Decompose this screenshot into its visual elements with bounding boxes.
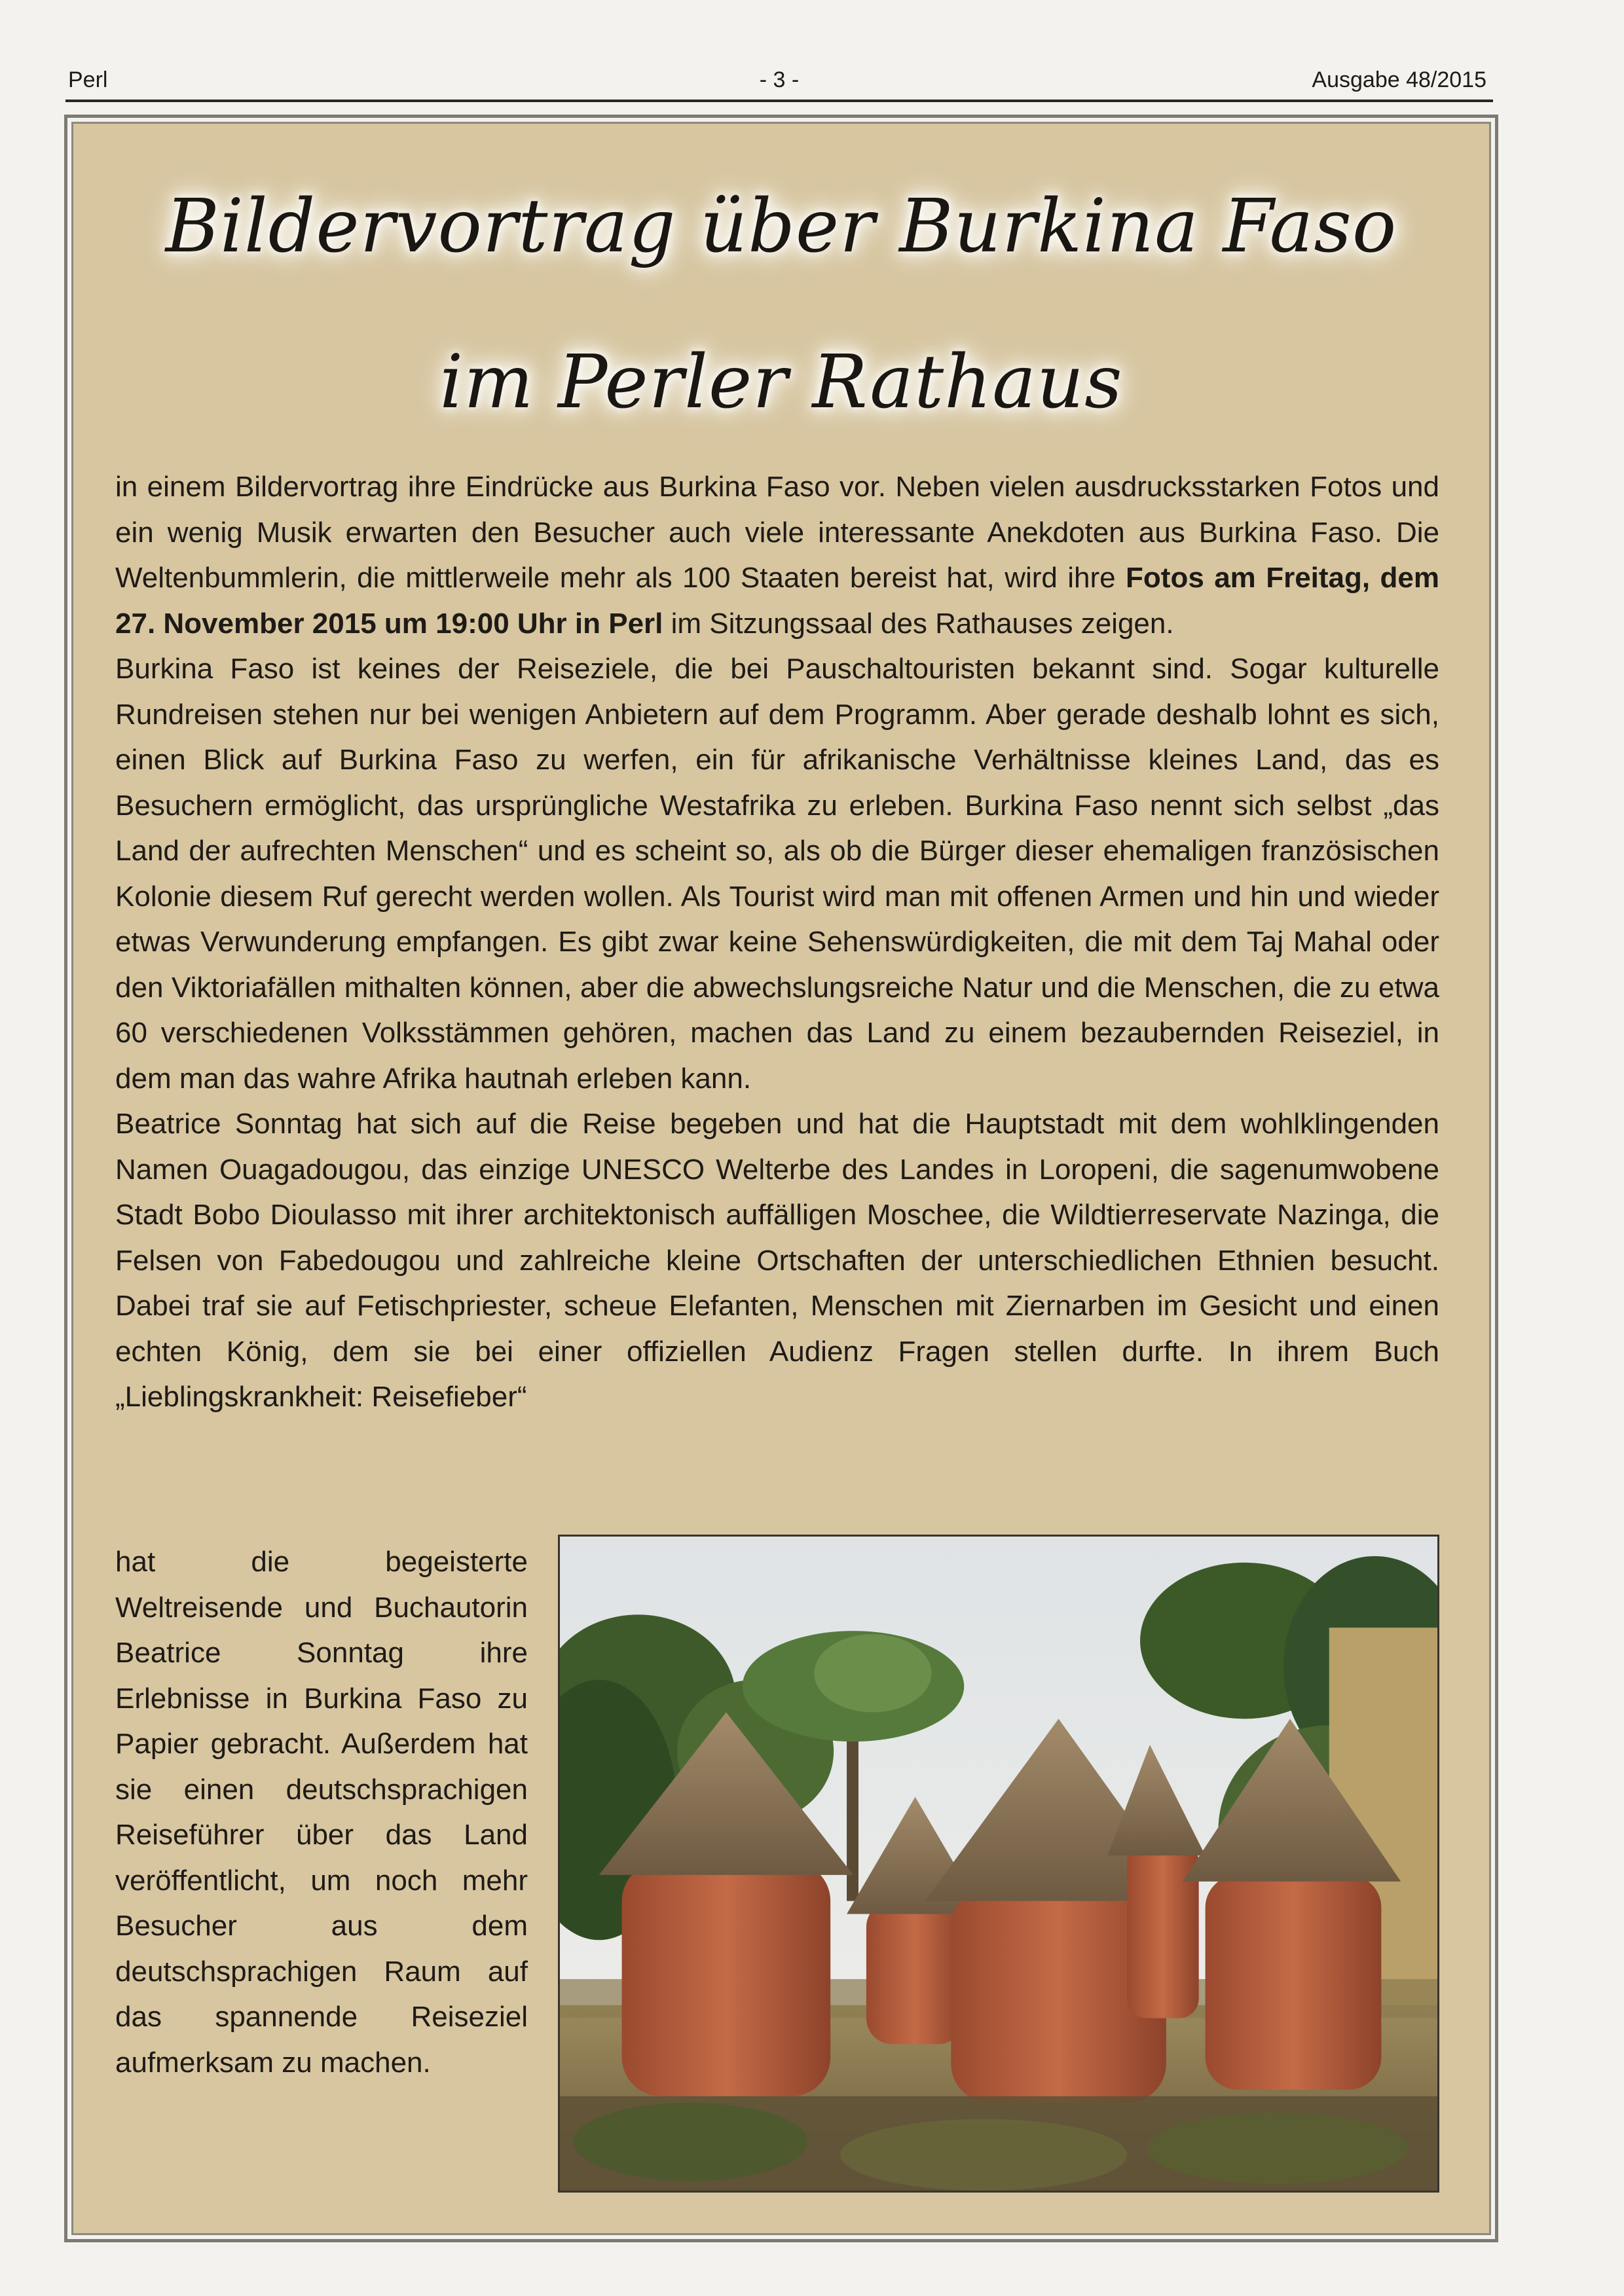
- article-paragraph-2: Burkina Faso ist keines der Reiseziele, die bei Pauschaltouristen bekannt sind. Sogar kulturelle Rundreisen stehen nur bei wenigen Anbietern auf dem Programm. Aber gerade deshalb lohnt es sich, einen Blick auf Burkina Faso zu werfen, ein für afrikanische Verhältnisse kleines Land, das es Besuchern ermöglicht, das ursprüngliche Westafrika zu erleben. Burkina Faso nennt sich selbst „das Land der aufrechten Menschen“ und es scheint so, als ob die Bürger dieser ehemaligen französischen Kolonie diesem Ruf gerecht werden wollen. Als Tourist wird man mit offenen Armen und hin und wieder etwas Verwunderung empfangen. Es gibt zwar keine Sehenswürdigkeiten, die mit dem Taj Mahal oder den Viktoriafällen mithalten können, aber die abwechslungsreiche Natur und die Menschen, die zu etwa 60 verschiedenen Volksstämmen gehören, machen das Land zu einem bezaubernden Reiseziel, in dem man das wahre Afrika hautnah erleben kann.: [115, 653, 1439, 1095]
- article-title-line-2: im Perler Rathaus: [439, 340, 1123, 425]
- paragraph-1-text-b: im Sitzungssaal des Rathauses zeigen.: [663, 607, 1174, 640]
- header-issue: Ausgabe 48/2015: [1312, 67, 1486, 92]
- page-header: [65, 60, 1493, 102]
- granaries-photo-illustration: [560, 1537, 1437, 2191]
- article-panel: [71, 122, 1491, 2235]
- paragraph-1-text-a: in einem Bildervortrag ihre Eindrücke aus Burkina Faso vor. Neben vielen ausdrucksstarken Fotos und ein wenig Musik erwarten den Besucher auch viele interessante Anekdoten aus Burkina Faso. Die Weltenbummlerin, die mittlerweile mehr als 100 Staaten bereist hat, wird ihre: [115, 471, 1439, 594]
- article-title-line-1: Bildervortrag über Burkina Faso: [165, 184, 1397, 269]
- article-frame: [64, 115, 1498, 2242]
- burkina-faso-photo: [558, 1535, 1439, 2193]
- event-date-highlight: Fotos am Freitag, dem 27. November 2015 um 19:00 Uhr in Perl: [115, 562, 1439, 640]
- header-location: Perl: [68, 67, 108, 92]
- article-body: [115, 464, 1439, 1420]
- article-paragraph-3: Beatrice Sonntag hat sich auf die Reise begeben und hat die Hauptstadt mit dem wohlklingenden Namen Ouagadougou, das einzige UNESCO Welterbe des Landes in Loropeni, die sagenumwobene Stadt Bobo Dioulasso mit ihrer architektonisch auffälligen Moschee, die Wildtierreservate Nazinga, die Felsen von Fabedougou und zahlreiche kleine Ortschaften der unterschiedlichen Ethnien besucht. Dabei traf sie auf Fetischpriester, scheue Elefanten, Menschen mit Ziernarben im Gesicht und einen echten König, dem sie bei einer offiziellen Audienz Fragen stellen durfte. In ihrem Buch „Lieblingskrankheit: Reisefieber“: [115, 1108, 1439, 1413]
- article-paragraph-4: hat die begeisterte Weltreisende und Buchautorin Beatrice Sonntag ihre Erlebnisse in Burkina Faso zu Papier gebracht. Außerdem hat sie einen deutschsprachigen Reiseführer über das Land veröffentlicht, um noch mehr Besucher aus dem deutschsprachigen Raum auf das spannende Reiseziel aufmerksam zu machen.: [115, 1546, 528, 2079]
- header-page-number: - 3 -: [759, 67, 800, 92]
- article-paragraph-1: [115, 464, 1439, 646]
